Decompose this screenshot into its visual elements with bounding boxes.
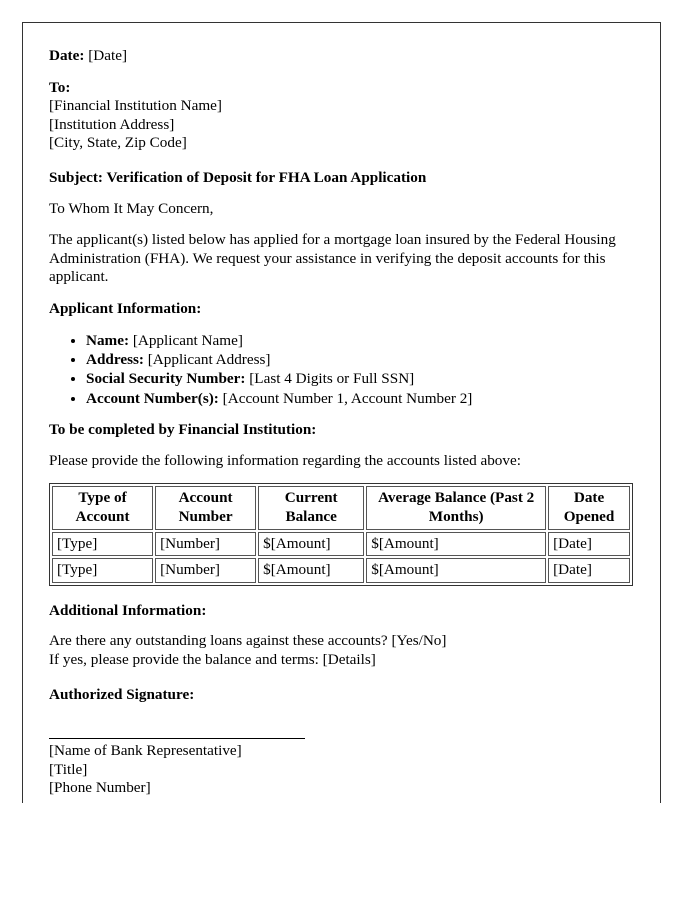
table-header-row bbox=[52, 486, 630, 529]
signature-write-area[interactable] bbox=[49, 716, 634, 738]
table-row bbox=[52, 558, 630, 583]
financial-institution-instruction: Please provide the following information regarding the accounts listed above: bbox=[49, 451, 521, 469]
additional-information-heading: Additional Information: bbox=[49, 601, 207, 619]
salutation: To Whom It May Concern, bbox=[49, 199, 214, 217]
applicant-name-value: [Applicant Name] bbox=[132, 331, 243, 349]
cell-current-balance[interactable]: $[Amount] bbox=[258, 558, 364, 583]
date-label: Date: bbox=[49, 47, 85, 64]
cell-current-balance[interactable]: $[Amount] bbox=[258, 532, 364, 557]
applicant-name-label: Name: bbox=[86, 331, 130, 349]
applicant-information-list bbox=[49, 331, 634, 409]
date-line bbox=[49, 47, 634, 66]
cell-average-balance[interactable]: $[Amount] bbox=[366, 558, 546, 583]
intro-paragraph: The applicant(s) listed below has applied for a mortgage loan insured by the Federal Housing Administration (FHA). We request your assistance in verifying the deposit accounts for this applicant. bbox=[49, 231, 616, 286]
applicant-account-numbers-label: Account Number(s): bbox=[86, 389, 219, 407]
to-line-1: [Financial Institution Name] bbox=[49, 97, 222, 115]
accounts-table-head bbox=[52, 486, 630, 529]
column-header-account-number: Account Number bbox=[155, 486, 256, 529]
accounts-table bbox=[49, 483, 633, 585]
applicant-account-numbers-value: [Account Number 1, Account Number 2] bbox=[222, 389, 473, 407]
to-line-2: [Institution Address] bbox=[49, 115, 175, 133]
cell-average-balance[interactable]: $[Amount] bbox=[366, 532, 546, 557]
outstanding-loans-details: If yes, please provide the balance and terms: [Details] bbox=[49, 650, 376, 668]
cell-type-of-account[interactable]: [Type] bbox=[52, 558, 153, 583]
cell-account-number[interactable]: [Number] bbox=[155, 558, 256, 583]
subject-line: Subject: Verification of Deposit for FHA Loan Application bbox=[49, 168, 427, 186]
column-header-current-balance: Current Balance bbox=[258, 486, 364, 529]
list-item bbox=[86, 331, 634, 350]
spacer-before-signature bbox=[49, 670, 634, 686]
applicant-ssn-label: Social Security Number: bbox=[86, 370, 246, 388]
table-row bbox=[52, 532, 630, 557]
cell-date-opened[interactable]: [Date] bbox=[548, 532, 630, 557]
authorized-signature-heading: Authorized Signature: bbox=[49, 685, 195, 703]
financial-institution-heading: To be completed by Financial Institution: bbox=[49, 421, 317, 439]
accounts-table-body bbox=[52, 532, 630, 583]
applicant-information-heading: Applicant Information: bbox=[49, 299, 202, 317]
cell-type-of-account[interactable]: [Type] bbox=[52, 532, 153, 557]
cell-account-number[interactable]: [Number] bbox=[155, 532, 256, 557]
column-header-average-balance: Average Balance (Past 2 Months) bbox=[366, 486, 546, 529]
applicant-address-value: [Applicant Address] bbox=[147, 350, 271, 368]
document-page bbox=[22, 22, 661, 803]
applicant-address-label: Address: bbox=[86, 350, 144, 368]
cell-date-opened[interactable]: [Date] bbox=[548, 558, 630, 583]
list-item bbox=[86, 369, 634, 388]
list-item bbox=[86, 389, 634, 408]
bank-representative-phone: [Phone Number] bbox=[49, 779, 151, 797]
document-body bbox=[23, 23, 660, 798]
to-label: To: bbox=[49, 78, 71, 96]
column-header-type-of-account: Type of Account bbox=[52, 486, 153, 529]
bank-representative-title: [Title] bbox=[49, 760, 88, 778]
to-line-3: [City, State, Zip Code] bbox=[49, 134, 187, 152]
outstanding-loans-question: Are there any outstanding loans against these accounts? [Yes/No] bbox=[49, 632, 447, 650]
date-value: [Date] bbox=[88, 47, 128, 64]
bank-representative-name: [Name of Bank Representative] bbox=[49, 742, 242, 760]
signature-rule bbox=[49, 738, 305, 739]
list-item bbox=[86, 350, 634, 369]
applicant-ssn-value: [Last 4 Digits or Full SSN] bbox=[249, 370, 415, 388]
spacer-after-recipient bbox=[49, 153, 634, 169]
column-header-date-opened: Date Opened bbox=[548, 486, 630, 529]
